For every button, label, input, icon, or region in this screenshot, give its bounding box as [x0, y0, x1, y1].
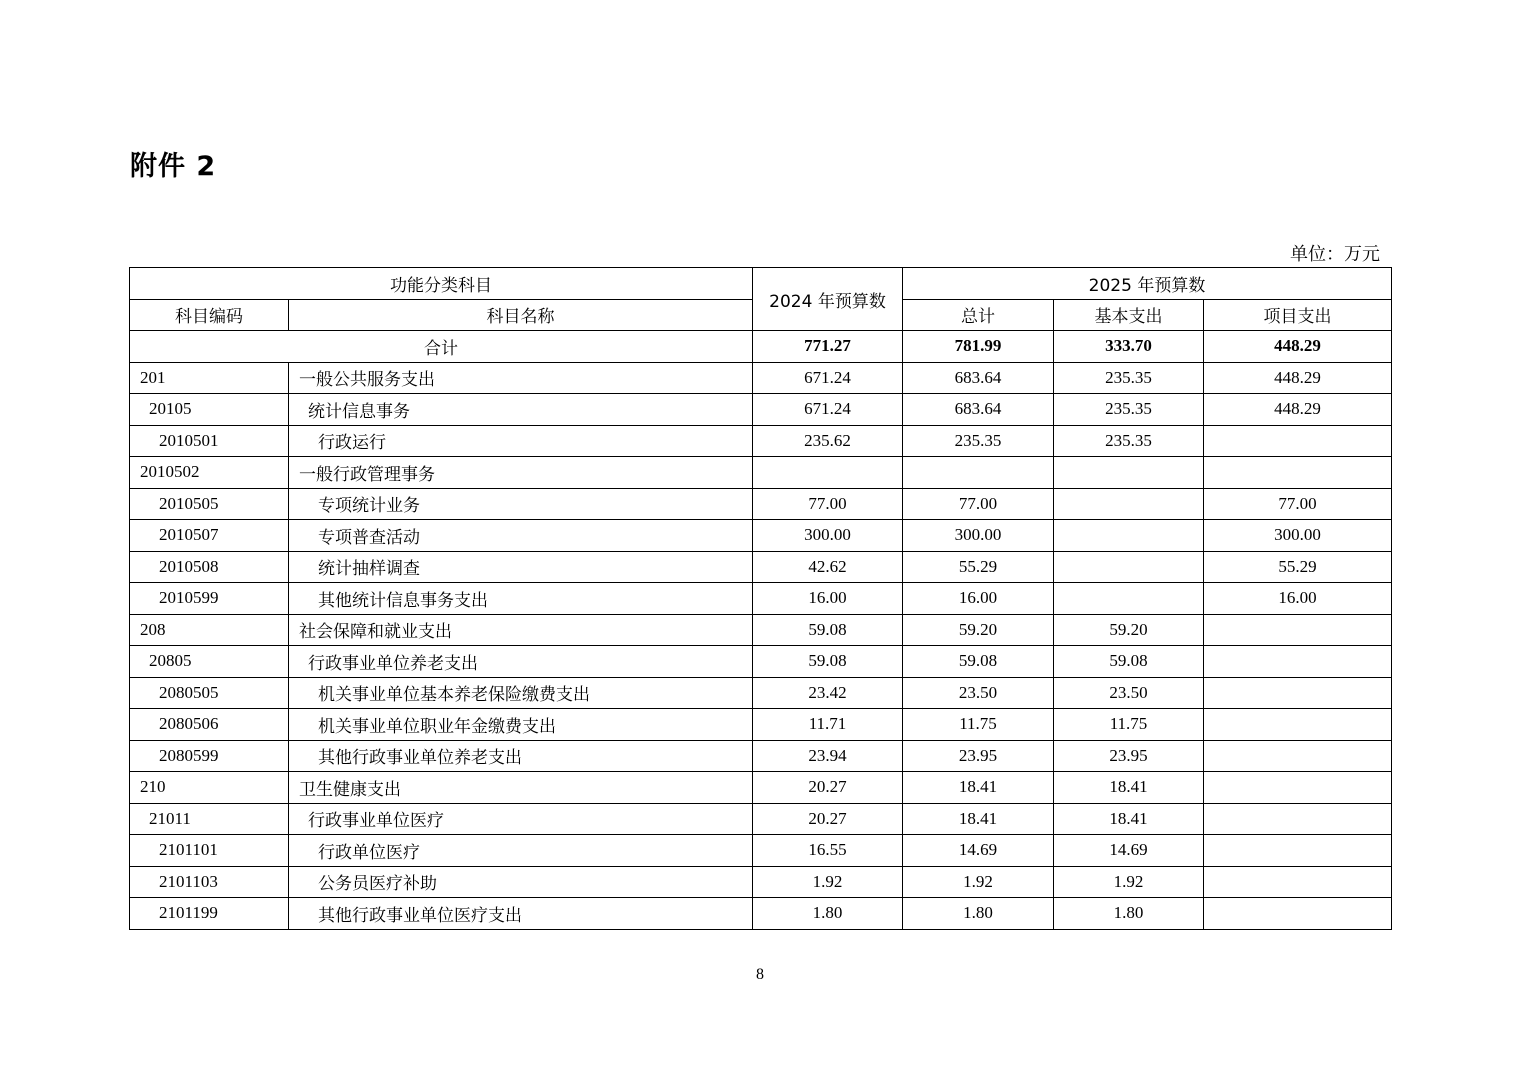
- row-basic-2025: 23.50: [1054, 677, 1204, 709]
- table-row: [130, 614, 1392, 646]
- row-total-2025: 11.75: [903, 709, 1054, 741]
- row-project-2025: [1204, 803, 1392, 835]
- row-subject-code: 20805: [130, 646, 289, 678]
- row-subject-name: 机关事业单位职业年金缴费支出: [289, 709, 753, 741]
- row-subject-code: 2101103: [130, 866, 289, 898]
- row-budget-2024: 16.55: [753, 835, 903, 867]
- row-subject-name: 其他行政事业单位养老支出: [289, 740, 753, 772]
- row-subject-name: 统计信息事务: [289, 394, 753, 426]
- row-project-2025: [1204, 457, 1392, 489]
- row-project-2025: [1204, 898, 1392, 930]
- row-budget-2024: 59.08: [753, 646, 903, 678]
- row-subject-name: 行政事业单位养老支出: [289, 646, 753, 678]
- row-subject-code: 2010501: [130, 425, 289, 457]
- table-row: [130, 835, 1392, 867]
- row-budget-2024: 23.42: [753, 677, 903, 709]
- row-subject-name: 行政事业单位医疗: [289, 803, 753, 835]
- row-total-2025: 23.95: [903, 740, 1054, 772]
- row-project-2025: [1204, 425, 1392, 457]
- row-subject-name: 一般公共服务支出: [289, 362, 753, 394]
- total-row: [130, 331, 1392, 363]
- row-subject-code: 208: [130, 614, 289, 646]
- row-basic-2025: 1.80: [1054, 898, 1204, 930]
- row-subject-code: 2080599: [130, 740, 289, 772]
- row-project-2025: [1204, 740, 1392, 772]
- row-basic-2025: 23.95: [1054, 740, 1204, 772]
- row-basic-2025: [1054, 488, 1204, 520]
- row-subject-name: 其他统计信息事务支出: [289, 583, 753, 615]
- row-subject-name: 其他行政事业单位医疗支出: [289, 898, 753, 930]
- row-total-2025: 23.50: [903, 677, 1054, 709]
- page-number: 8: [756, 966, 764, 983]
- unit-label: 单位：万元: [1290, 244, 1380, 265]
- table-row: [130, 488, 1392, 520]
- header-total: 总计: [903, 299, 1054, 331]
- row-budget-2024: 20.27: [753, 803, 903, 835]
- row-subject-name: 统计抽样调查: [289, 551, 753, 583]
- row-total-2025: 59.08: [903, 646, 1054, 678]
- budget-table: [129, 267, 1392, 930]
- row-subject-code: 2101199: [130, 898, 289, 930]
- row-project-2025: [1204, 709, 1392, 741]
- row-total-2025: 300.00: [903, 520, 1054, 552]
- header-budget-2025: 2025 年预算数: [903, 268, 1392, 300]
- row-basic-2025: 18.41: [1054, 803, 1204, 835]
- table-row: [130, 457, 1392, 489]
- row-project-2025: 55.29: [1204, 551, 1392, 583]
- row-basic-2025: 59.20: [1054, 614, 1204, 646]
- row-subject-code: 201: [130, 362, 289, 394]
- row-project-2025: [1204, 646, 1392, 678]
- row-subject-name: 一般行政管理事务: [289, 457, 753, 489]
- table-row: [130, 646, 1392, 678]
- row-project-2025: [1204, 614, 1392, 646]
- row-subject-name: 专项普查活动: [289, 520, 753, 552]
- header-budget-2024: 2024 年预算数: [753, 268, 903, 331]
- row-subject-name: 行政单位医疗: [289, 835, 753, 867]
- row-basic-2025: 1.92: [1054, 866, 1204, 898]
- row-project-2025: [1204, 866, 1392, 898]
- row-total-2025: 55.29: [903, 551, 1054, 583]
- table-row: [130, 520, 1392, 552]
- table-row: [130, 677, 1392, 709]
- row-budget-2024: 77.00: [753, 488, 903, 520]
- row-basic-2025: 235.35: [1054, 425, 1204, 457]
- row-budget-2024: 11.71: [753, 709, 903, 741]
- row-budget-2024: [753, 457, 903, 489]
- row-budget-2024: 59.08: [753, 614, 903, 646]
- row-budget-2024: 1.92: [753, 866, 903, 898]
- row-subject-name: 卫生健康支出: [289, 772, 753, 804]
- table-row: [130, 709, 1392, 741]
- row-basic-2025: 14.69: [1054, 835, 1204, 867]
- row-total-2025: 59.20: [903, 614, 1054, 646]
- row-budget-2024: 235.62: [753, 425, 903, 457]
- table-row: [130, 866, 1392, 898]
- table-row: [130, 394, 1392, 426]
- table-header: [130, 268, 1392, 331]
- row-basic-2025: 235.35: [1054, 394, 1204, 426]
- row-total-2025: 77.00: [903, 488, 1054, 520]
- row-subject-code: 2010507: [130, 520, 289, 552]
- header-row-1: [130, 268, 1392, 300]
- row-subject-code: 2010505: [130, 488, 289, 520]
- row-project-2025: [1204, 677, 1392, 709]
- row-project-2025: 300.00: [1204, 520, 1392, 552]
- row-subject-name: 社会保障和就业支出: [289, 614, 753, 646]
- header-subject-name: 科目名称: [289, 299, 753, 331]
- row-basic-2025: 11.75: [1054, 709, 1204, 741]
- row-budget-2024: 300.00: [753, 520, 903, 552]
- row-budget-2024: 1.80: [753, 898, 903, 930]
- row-total-2025: 18.41: [903, 772, 1054, 804]
- header-functional-category: 功能分类科目: [130, 268, 753, 300]
- row-subject-code: 2010508: [130, 551, 289, 583]
- table-row: [130, 898, 1392, 930]
- row-project-2025: 448.29: [1204, 394, 1392, 426]
- row-basic-2025: [1054, 520, 1204, 552]
- header-project-expenditure: 项目支出: [1204, 299, 1392, 331]
- row-project-2025: [1204, 772, 1392, 804]
- table-row: [130, 740, 1392, 772]
- row-budget-2024: 42.62: [753, 551, 903, 583]
- total-row-total-2025: 781.99: [903, 331, 1054, 363]
- row-total-2025: 18.41: [903, 803, 1054, 835]
- row-total-2025: 235.35: [903, 425, 1054, 457]
- table-row: [130, 362, 1392, 394]
- table-row: [130, 803, 1392, 835]
- row-budget-2024: 20.27: [753, 772, 903, 804]
- total-row-basic-2025: 333.70: [1054, 331, 1204, 363]
- row-subject-code: 21011: [130, 803, 289, 835]
- row-subject-code: 2080506: [130, 709, 289, 741]
- header-subject-code: 科目编码: [130, 299, 289, 331]
- row-subject-code: 2080505: [130, 677, 289, 709]
- total-row-project-2025: 448.29: [1204, 331, 1392, 363]
- row-project-2025: 448.29: [1204, 362, 1392, 394]
- total-row-budget-2024: 771.27: [753, 331, 903, 363]
- row-total-2025: 14.69: [903, 835, 1054, 867]
- row-budget-2024: 16.00: [753, 583, 903, 615]
- row-subject-code: 210: [130, 772, 289, 804]
- row-total-2025: 1.80: [903, 898, 1054, 930]
- table-row: [130, 551, 1392, 583]
- header-basic-expenditure: 基本支出: [1054, 299, 1204, 331]
- row-basic-2025: [1054, 583, 1204, 615]
- row-subject-code: 20105: [130, 394, 289, 426]
- row-subject-code: 2010502: [130, 457, 289, 489]
- row-basic-2025: 18.41: [1054, 772, 1204, 804]
- table-row: [130, 425, 1392, 457]
- row-basic-2025: [1054, 551, 1204, 583]
- row-budget-2024: 671.24: [753, 394, 903, 426]
- row-basic-2025: [1054, 457, 1204, 489]
- row-total-2025: 683.64: [903, 394, 1054, 426]
- row-project-2025: 77.00: [1204, 488, 1392, 520]
- row-project-2025: 16.00: [1204, 583, 1392, 615]
- attachment-title: 附件 2: [130, 151, 217, 182]
- row-basic-2025: 59.08: [1054, 646, 1204, 678]
- row-project-2025: [1204, 835, 1392, 867]
- row-subject-code: 2101101: [130, 835, 289, 867]
- row-total-2025: 1.92: [903, 866, 1054, 898]
- row-subject-name: 专项统计业务: [289, 488, 753, 520]
- row-total-2025: 16.00: [903, 583, 1054, 615]
- table-row: [130, 772, 1392, 804]
- table-body: [130, 331, 1392, 930]
- row-subject-name: 公务员医疗补助: [289, 866, 753, 898]
- row-basic-2025: 235.35: [1054, 362, 1204, 394]
- table-row: [130, 583, 1392, 615]
- row-subject-code: 2010599: [130, 583, 289, 615]
- row-budget-2024: 23.94: [753, 740, 903, 772]
- row-subject-name: 机关事业单位基本养老保险缴费支出: [289, 677, 753, 709]
- total-row-label: 合计: [130, 331, 753, 363]
- row-subject-name: 行政运行: [289, 425, 753, 457]
- row-total-2025: [903, 457, 1054, 489]
- row-budget-2024: 671.24: [753, 362, 903, 394]
- row-total-2025: 683.64: [903, 362, 1054, 394]
